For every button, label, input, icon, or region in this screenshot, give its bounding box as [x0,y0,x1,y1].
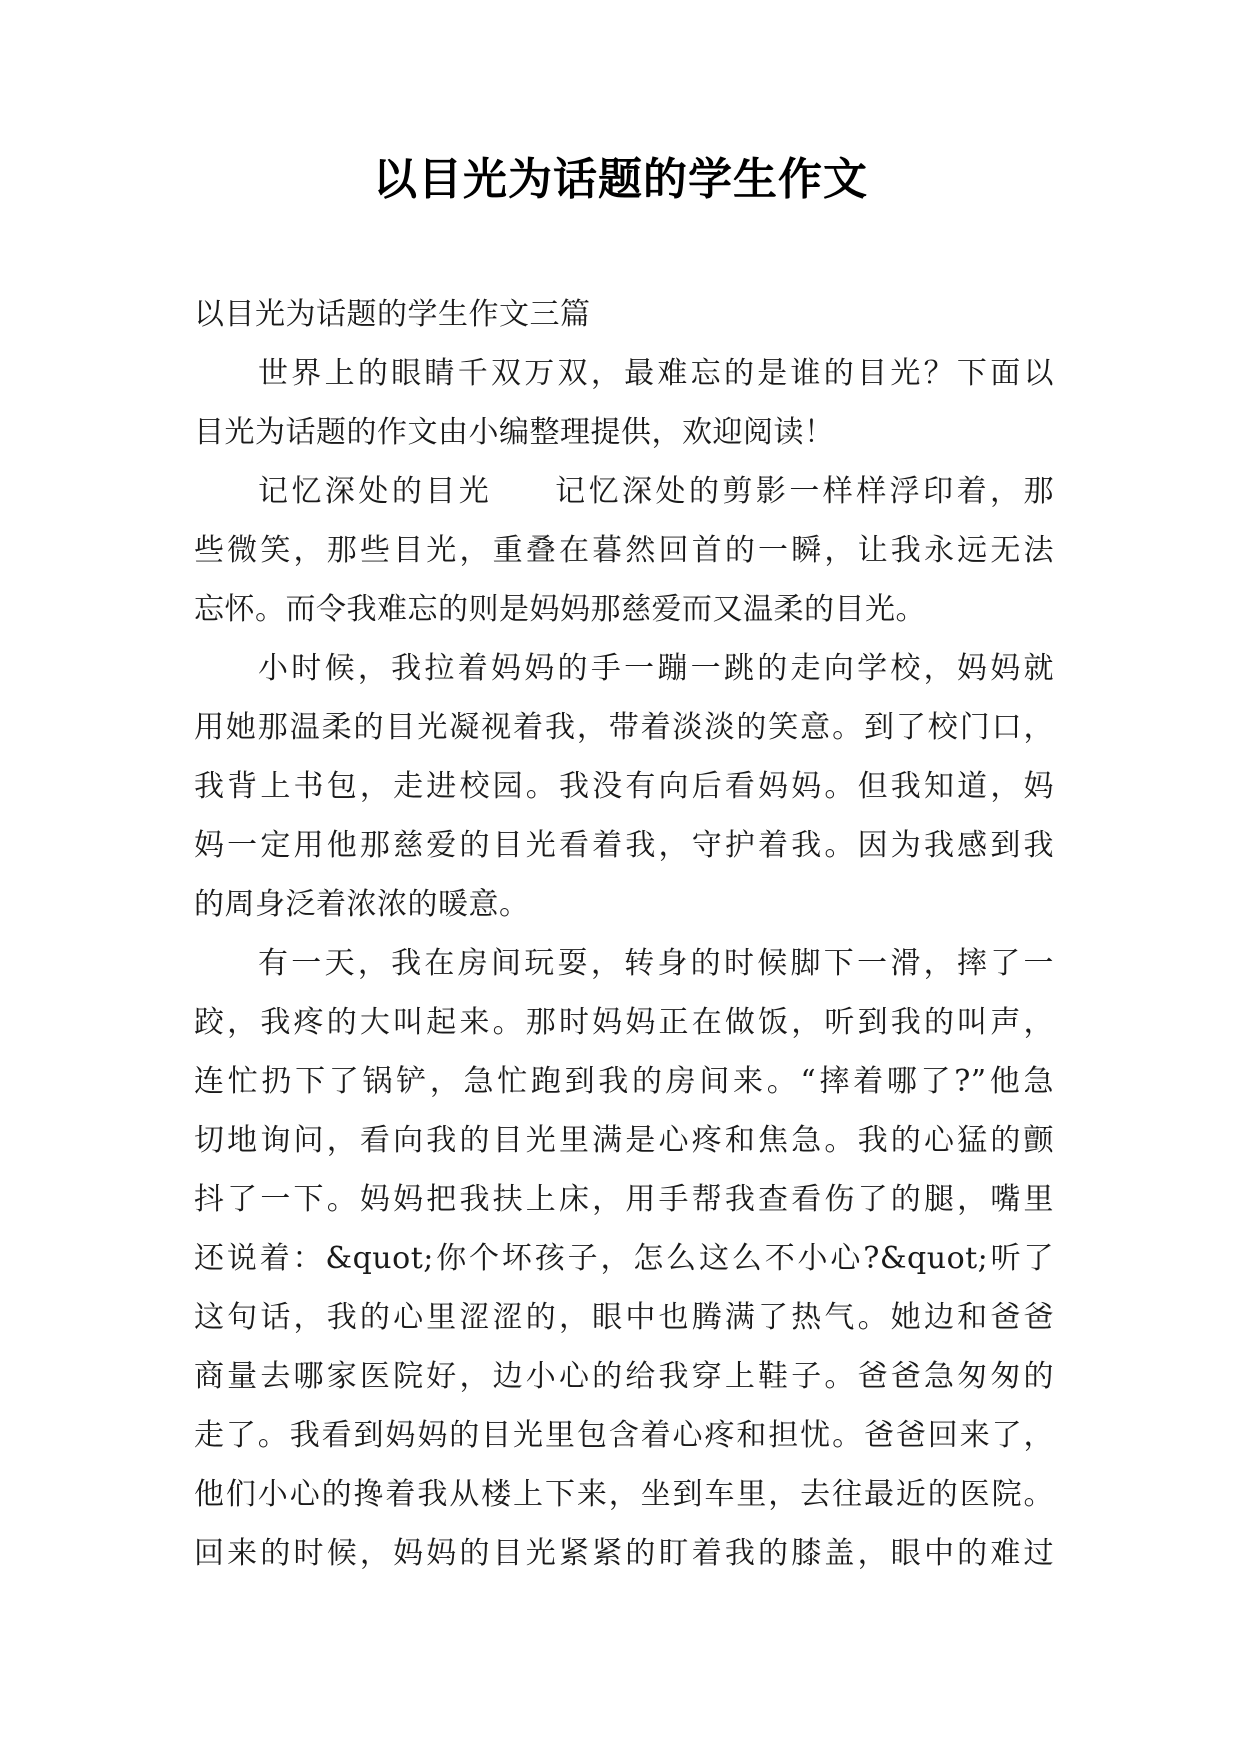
document-subtitle: 以目光为话题的学生作文三篇 [194,297,591,332]
paragraph-line: 商量去哪家医院好，边小心的给我穿上鞋子。爸爸急匆匆的 [194,1359,1054,1394]
paragraph-line: 切地询问，看向我的目光里满是心疼和焦急。我的心猛的颤 [194,1123,1054,1158]
paragraph-line: 小时候，我拉着妈妈的手一蹦一跳的走向学校，妈妈就 [258,651,1054,686]
paragraph-text: 记忆深处的剪影一样样浮印着，那 [552,474,1054,509]
paragraph-line: 目光为话题的作文由小编整理提供，欢迎阅读！ [194,415,835,450]
paragraph-line: 世界上的眼睛千双万双，最难忘的是谁的目光？下面以 [258,356,1054,391]
paragraph-line: 他们小心的搀着我从楼上下来，坐到车里，去往最近的医院。 [194,1477,1054,1512]
paragraph-line: 用她那温柔的目光凝视着我，带着淡淡的笑意。到了校门口， [194,710,1054,745]
paragraph-line: 这句话，我的心里涩涩的，眼中也腾满了热气。她边和爸爸 [194,1300,1054,1335]
section-heading: 记忆深处的目光 [258,474,493,509]
paragraph-line-with-heading [194,462,1054,521]
paragraph-line: 忘怀。而令我难忘的则是妈妈那慈爱而又温柔的目光。 [194,592,926,627]
paragraph-line: 妈一定用他那慈爱的目光看着我，守护着我。因为我感到我 [194,828,1054,863]
paragraph-line: 还说着：&quot;你个坏孩子，怎么这么不小心?&quot;听了 [194,1241,1054,1276]
paragraph-line: 有一天，我在房间玩耍，转身的时候脚下一滑，摔了一 [258,946,1054,981]
paragraph-line: 我背上书包，走进校园。我没有向后看妈妈。但我知道，妈 [194,769,1054,804]
paragraph-line: 跤，我疼的大叫起来。那时妈妈正在做饭，听到我的叫声， [194,1005,1054,1040]
document-title: 以目光为话题的学生作文 [373,154,868,205]
paragraph-line: 连忙扔下了锅铲，急忙跑到我的房间来。“摔着哪了?”他急 [194,1064,1054,1099]
paragraph-line: 抖了一下。妈妈把我扶上床，用手帮我查看伤了的腿，嘴里 [194,1182,1054,1217]
paragraph-line: 回来的时候，妈妈的目光紧紧的盯着我的膝盖，眼中的难过 [194,1536,1054,1571]
document-body [194,285,1054,1583]
paragraph-line: 些微笑，那些目光，重叠在暮然回首的一瞬，让我永远无法 [194,533,1054,568]
paragraph-line: 的周身泛着浓浓的暖意。 [194,887,530,922]
paragraph-line: 走了。我看到妈妈的目光里包含着心疼和担忧。爸爸回来了， [194,1418,1054,1453]
